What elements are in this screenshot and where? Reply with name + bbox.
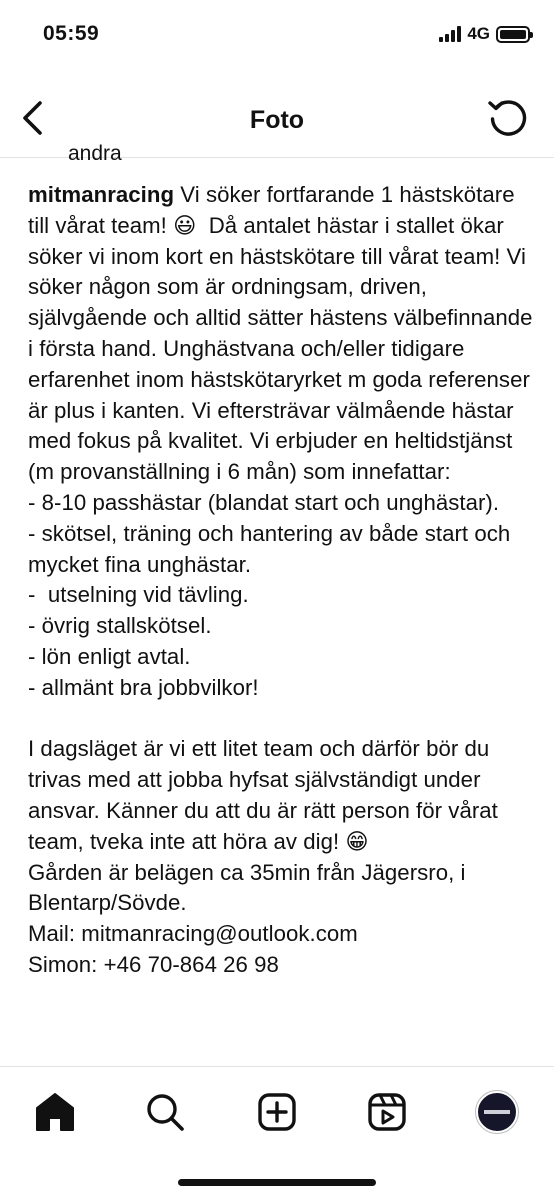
- status-indicators: [439, 24, 530, 44]
- search-icon: [144, 1091, 186, 1133]
- tab-profile[interactable]: [472, 1087, 522, 1137]
- refresh-button[interactable]: [486, 96, 530, 140]
- clipped-previous-text: andra: [68, 142, 122, 165]
- tab-bar: [0, 1066, 554, 1200]
- caption-username[interactable]: mitmanracing: [28, 182, 175, 207]
- post-content[interactable]: [0, 142, 554, 1064]
- post-caption: [28, 180, 538, 981]
- tab-home[interactable]: [30, 1087, 80, 1137]
- page-title: Foto: [249, 106, 305, 134]
- tab-create[interactable]: [252, 1087, 302, 1137]
- tab-reels[interactable]: [362, 1087, 412, 1137]
- reels-icon: [367, 1092, 407, 1132]
- tab-search[interactable]: [140, 1087, 190, 1137]
- home-indicator: [178, 1179, 376, 1186]
- network-type: 4G: [467, 24, 490, 43]
- caption-text: Vi söker fortfarande 1 hästskötare till vårat team! 😃 Då antalet hästar i stallet ökar söker vi inom kort en hästskötare till vårat team! Vi söker någon som är ordningsam, driven, självgående och alltid sätter hästens välbefinnande i första hand. Unghästvana och/eller tidigare erfarenhet inom hästskötaryrket m goda referenser är plus i kanten. Vi eftersträvar välmående hästar med fokus på kvalitet. Vi erbjuder en heltidstjänst (m provanställning i 6 mån) som innefattar: - 8-10 passhästar (blandat start och unghästar). - skötsel, träning och hantering av både start och mycket fina unghästar. - utselning vid tävling. - övrig stallskötsel. - lön enligt avtal. - allmänt bra jobbvilkor! I dagsläget är vi ett litet team och därför bör du trivas med att jobba hyfsat självständigt under ansvar. Känner du att du är rätt person för vårat team, tveka inte att höra av dig! 😁 Gården är belägen ca 35min från Jägersro, i Blentarp/Sövde. Mail: mitmanracing@outlook.com Simon: +46 70-864 26 98: [28, 182, 533, 977]
- create-post-icon: [257, 1092, 297, 1132]
- home-icon: [33, 1091, 77, 1133]
- refresh-icon: [487, 97, 529, 139]
- signal-icon: [439, 26, 461, 42]
- battery-icon: [496, 26, 530, 43]
- status-time: 05:59: [43, 22, 100, 45]
- status-bar: [0, 0, 554, 70]
- profile-avatar: [476, 1091, 518, 1133]
